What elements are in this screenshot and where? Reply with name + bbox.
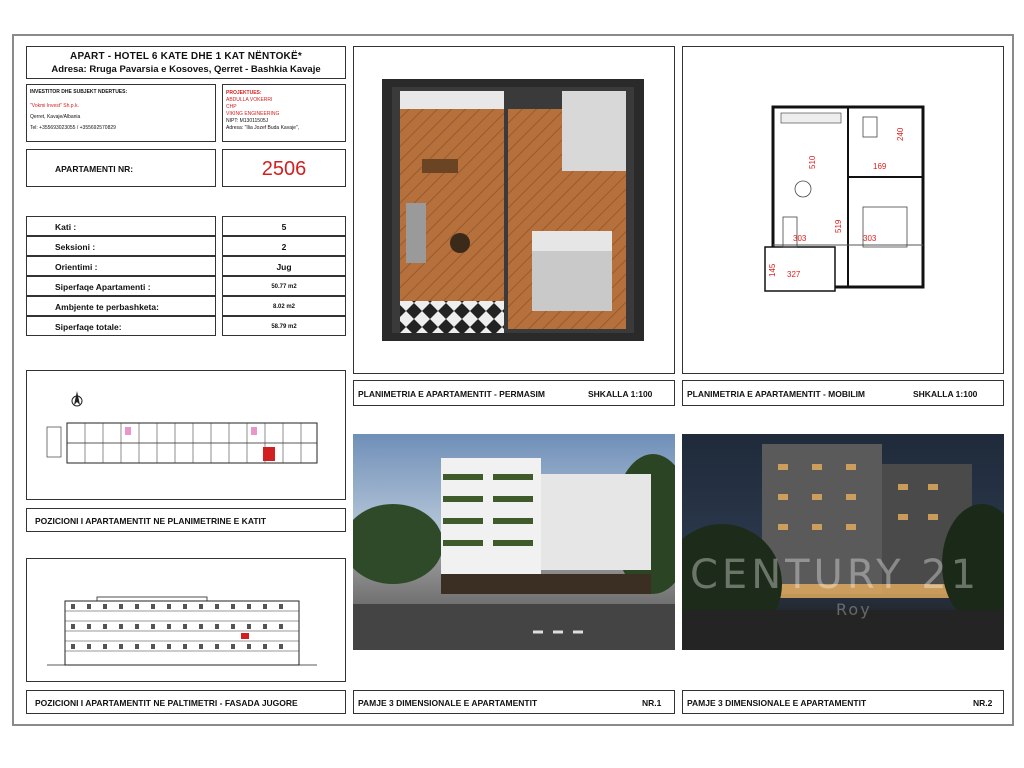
detail-row-value: 50.77 m2 bbox=[222, 276, 346, 296]
watermark-sub: Roy bbox=[836, 600, 872, 619]
render-2-caption-box bbox=[682, 690, 1004, 714]
designer-heading: PROJEKTUES: bbox=[226, 90, 262, 96]
floor-position-caption: POZICIONI I APARTAMENTIT NE PLANIMETRINE E KATIT bbox=[35, 516, 267, 526]
designer-name: ABDULLA VOKERRI bbox=[226, 97, 273, 103]
render-2-image bbox=[682, 434, 1004, 650]
detail-row-label: Siperfaqe Apartamenti : bbox=[26, 276, 216, 296]
facade-drawing bbox=[27, 559, 345, 681]
detail-row-label: Kati : bbox=[26, 216, 216, 236]
dimensioned-plan-caption-box bbox=[682, 380, 1004, 406]
furnished-plan-caption: PLANIMETRIA E APARTAMENTIT - PERMASIM bbox=[358, 389, 545, 399]
dim-label: 327 bbox=[787, 270, 801, 279]
facade-panel bbox=[26, 558, 346, 682]
dim-label: 303 bbox=[863, 234, 877, 243]
dimensioned-plan-scale: SHKALLA 1:100 bbox=[913, 389, 978, 399]
project-address: Adresa: Rruga Pavarsia e Kosoves, Qerret - Bashkia Kavaje bbox=[51, 64, 321, 75]
detail-row-label: Siperfaqe totale: bbox=[26, 316, 216, 336]
detail-row-value: 5 bbox=[222, 216, 346, 236]
detail-row-value: 2 bbox=[222, 236, 346, 256]
facade-apartment-highlight bbox=[241, 633, 249, 639]
render-1-caption: PAMJE 3 DIMENSIONALE E APARTAMENTIT bbox=[358, 698, 538, 708]
header-box bbox=[26, 46, 346, 79]
investor-phones: Tel: +355693023055 / +355692570829 bbox=[30, 125, 116, 131]
watermark-brand: CENTURY 21 bbox=[690, 552, 981, 598]
dimensioned-plan-caption: PLANIMETRIA E APARTAMENTIT - MOBILIM bbox=[687, 389, 866, 399]
furnished-plan-scale: SHKALLA 1:100 bbox=[588, 389, 653, 399]
detail-row-value: 8.02 m2 bbox=[222, 296, 346, 316]
investor-heading: INVESTITOR DHE SUBJEKT NDERTUES: bbox=[30, 89, 128, 95]
render-2-caption: PAMJE 3 DIMENSIONALE E APARTAMENTIT bbox=[687, 698, 867, 708]
detail-row-label: Ambjente te perbashketa: bbox=[26, 296, 216, 316]
furnished-plan-panel bbox=[353, 46, 675, 374]
floor-position-drawing bbox=[27, 371, 345, 499]
dimensioned-plan-drawing bbox=[753, 97, 943, 307]
apartment-label: APARTAMENTI NR: bbox=[55, 164, 134, 174]
facade-caption: POZICIONI I APARTAMENTIT NE PALTIMETRI - FASADA JUGORE bbox=[35, 698, 298, 708]
apartment-label-box bbox=[26, 149, 216, 187]
floor-position-panel bbox=[26, 370, 346, 500]
apartment-highlight bbox=[263, 447, 275, 461]
detail-row-value: 58.79 m2 bbox=[222, 316, 346, 336]
designer-address: Adresa: "Ilia Jozef Buda Kavaje", bbox=[226, 125, 300, 131]
north-arrow-icon bbox=[72, 391, 82, 406]
dim-label: 240 bbox=[896, 127, 905, 141]
dim-label: 169 bbox=[873, 162, 887, 171]
detail-row-label: Seksioni : bbox=[26, 236, 216, 256]
apartment-number-box bbox=[222, 149, 346, 187]
render-1-image bbox=[353, 434, 675, 650]
dim-label: 519 bbox=[834, 219, 843, 233]
dim-label: 145 bbox=[768, 263, 777, 277]
dim-label: 303 bbox=[793, 234, 807, 243]
render-1-number: NR.1 bbox=[642, 698, 662, 708]
detail-row-value: Jug bbox=[222, 256, 346, 276]
facade-caption-box bbox=[26, 690, 346, 714]
investor-box bbox=[26, 84, 216, 142]
dimensioned-plan-panel bbox=[682, 46, 1004, 374]
designer-role: CHP bbox=[226, 104, 237, 110]
furnished-plan-render bbox=[382, 79, 644, 341]
document-sheet bbox=[12, 34, 1014, 726]
investor-location: Qerret, Kavaje/Albania bbox=[30, 114, 81, 120]
floor-position-caption-box bbox=[26, 508, 346, 532]
designer-company: VIKING ENGINEERING bbox=[226, 111, 280, 117]
project-title: APART - HOTEL 6 KATE DHE 1 KAT NËNTOKË* bbox=[70, 51, 302, 62]
furnished-plan-caption-box bbox=[353, 380, 675, 406]
investor-company: "Vokmi Invest" Sh.p.k. bbox=[30, 103, 79, 109]
dim-label: 510 bbox=[808, 155, 817, 169]
designer-nipt: NIPT: M13011505J bbox=[226, 118, 269, 124]
render-1-caption-box bbox=[353, 690, 675, 714]
designer-box bbox=[222, 84, 346, 142]
render-2-number: NR.2 bbox=[973, 698, 993, 708]
detail-row-label: Orientimi : bbox=[26, 256, 216, 276]
apartment-number: 2506 bbox=[261, 158, 307, 180]
